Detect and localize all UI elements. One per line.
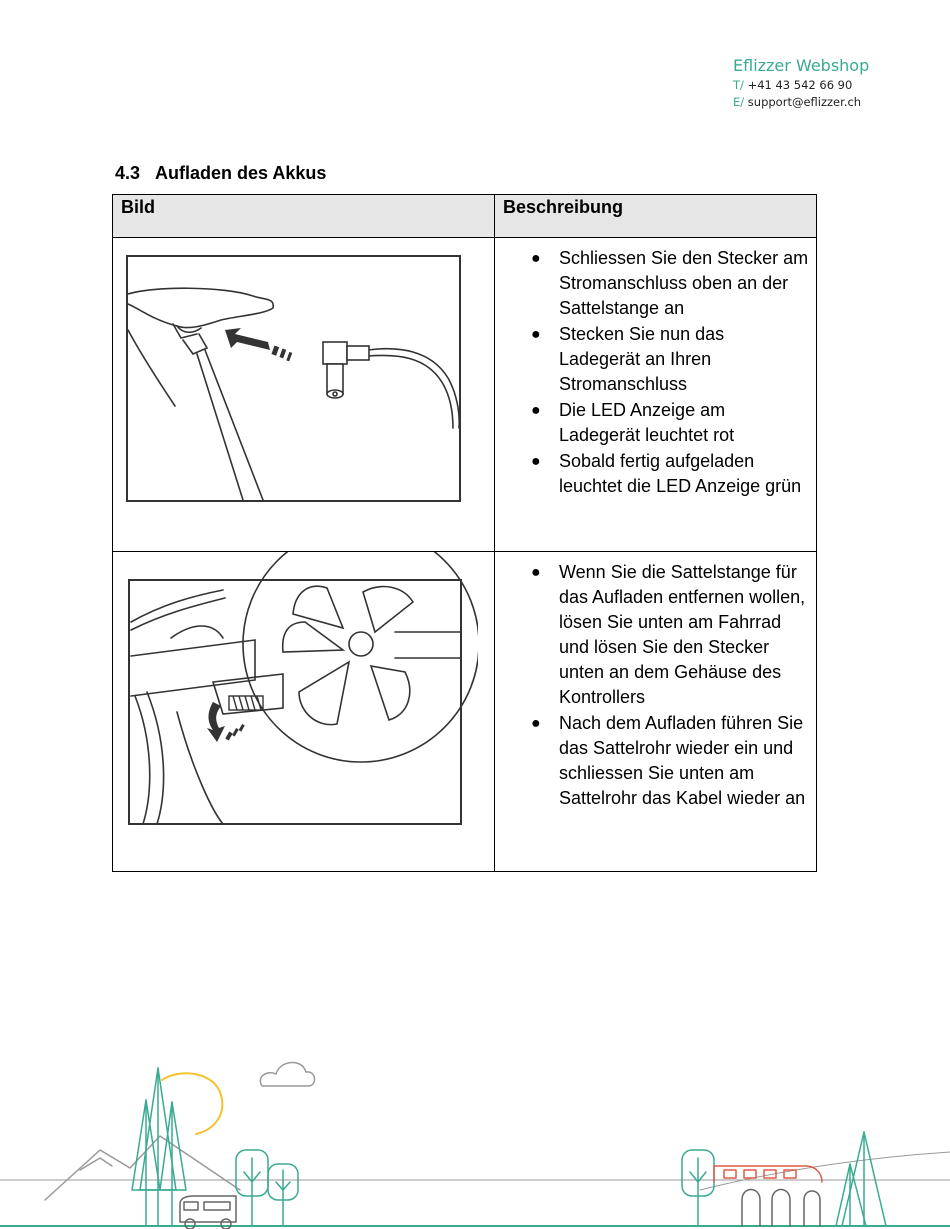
seatpost-charging-illustration	[113, 238, 478, 551]
page-header	[733, 55, 869, 111]
bullet-list	[495, 552, 816, 811]
footer-landscape-illustration	[0, 1040, 950, 1229]
controller-connector-illustration	[113, 552, 478, 871]
list-item-text: Die LED Anzeige am Ladegerät leuchtet rot	[559, 400, 735, 445]
list-item-text: Stecken Sie nun das Ladegerät an Ihren Stromanschluss	[559, 324, 725, 394]
list-item	[495, 398, 810, 448]
list-item-text: Sobald fertig aufgeladen leuchtet die LED Anzeige grün	[559, 451, 802, 496]
table-header-row	[113, 195, 817, 238]
email-line	[733, 94, 869, 111]
section-heading	[115, 163, 326, 184]
list-item	[495, 449, 810, 499]
section-number: 4.3	[115, 163, 141, 183]
bullet-icon: ●	[531, 402, 541, 419]
list-item-text: Nach dem Aufladen führen Sie das Sattelrohr wieder ein und schliessen Sie unten am Sattelrohr das Kabel wieder an	[559, 713, 806, 808]
phone-prefix: T/	[733, 78, 744, 92]
table-row	[113, 238, 817, 552]
image-cell	[113, 238, 495, 552]
phone-line	[733, 77, 869, 94]
list-item	[495, 322, 810, 397]
list-item	[495, 560, 810, 710]
section-title: Aufladen des Akkus	[155, 163, 327, 183]
list-item	[495, 246, 810, 321]
bullet-icon: ●	[531, 250, 541, 267]
bullet-icon: ●	[531, 715, 541, 732]
description-cell	[495, 238, 817, 552]
table-row	[113, 552, 817, 872]
bullet-list	[495, 238, 816, 499]
phone-number: +41 43 542 66 90	[747, 78, 853, 92]
bullet-icon: ●	[531, 564, 541, 581]
list-item-text: Schliessen Sie den Stecker am Stromanschluss oben an der Sattelstange an	[559, 248, 809, 318]
description-cell	[495, 552, 817, 872]
bullet-icon: ●	[531, 453, 541, 470]
column-header-description: Beschreibung	[495, 195, 817, 238]
email-address: support@eflizzer.ch	[747, 95, 862, 109]
brand-name: Eflizzer Webshop	[733, 56, 870, 75]
column-header-image: Bild	[113, 195, 495, 238]
email-prefix: E/	[733, 95, 745, 109]
image-cell	[113, 552, 495, 872]
instructions-table	[112, 194, 817, 872]
bullet-icon: ●	[531, 326, 541, 343]
list-item-text: Wenn Sie die Sattelstange für das Aufladen entfernen wollen, lösen Sie unten am Fahrrad und lösen Sie den Stecker unten an dem Gehäuse des Kontrollers	[559, 562, 806, 707]
list-item	[495, 711, 810, 811]
